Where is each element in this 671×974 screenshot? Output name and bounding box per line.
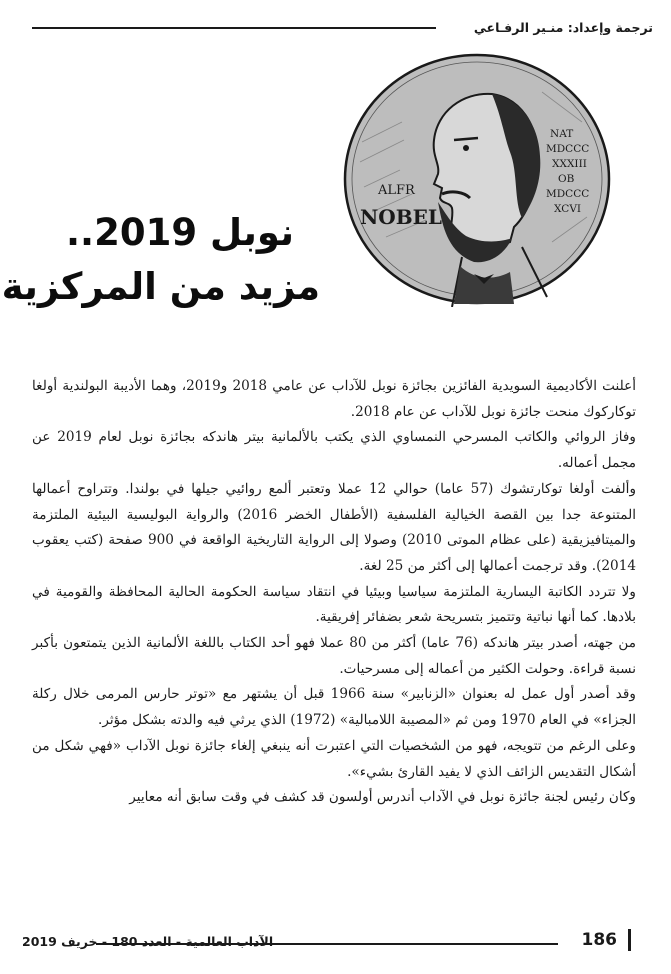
medal-roman-line: XXXIII <box>552 158 587 170</box>
medal-roman-line: OB <box>558 173 575 185</box>
article-paragraph: وألفت أولغا توكارتشوك (57 عاما) حوالي 12 عملا وتعتبر ألمع روائيي جيلها في بولندا. وتتراوح أعمالها المتنوعة جدا بين القصة الخيالية الفلسفية (الأطفال الخضر 2016) والرواية البوليسية البيئية الملتزمة والميتافيزيقية (على عظام الموتى 2010) وصولا إلى الرواية التاريخية الواقعة في 900 صفحة (كتب يعقوب 2014). وقد ترجمت أعمالها إلى أكثر من 25 لغة. <box>32 480 637 574</box>
medal-name-main: NOBEL <box>360 205 442 229</box>
page-number: 186 <box>581 930 617 950</box>
medal-name-top: ALFR <box>378 183 415 198</box>
article-title-line-2: مزيد من المركزية <box>1 265 320 308</box>
header-rule <box>32 27 436 29</box>
footer-separator-bar <box>628 929 631 951</box>
article-paragraph: أعلنت الأكاديمية السويدية الفائزين بجائزة نوبل للآداب عن عامي 2018 و2019، وهما الأديبة البولندية أولغا توكاركوك منحت جائزة نوبل للآداب عن عام 2018. <box>32 378 637 420</box>
nobel-medal-illustration <box>342 52 612 307</box>
medal-roman-line: XCVI <box>554 203 582 215</box>
article-paragraph: وفاز الروائي والكاتب المسرحي النمساوي الذي يكتب بالألمانية بيتر هاندكه بجائزة نوبل لعام 2019 عن مجمل أعماله. <box>32 429 636 472</box>
article-paragraph: من جهته، أصدر بيتر هاندكه (76 عاما) أكثر من 80 عملا فهو أحد الكتاب باللغة الألمانية الذين يتمتعون بأكبر نسبة قراءة. وحولت الكثير من أعماله إلى مسرحيات. <box>32 635 636 677</box>
medal-roman-line: MDCCC <box>546 188 590 200</box>
medal-roman-line: MDCCC <box>546 143 590 155</box>
article-title-line-1: نوبل 2019.. <box>66 211 294 254</box>
author-credit: ترجمة وإعداد: منـير الرفـاعي <box>473 20 653 35</box>
article-paragraph: ولا تتردد الكاتبة اليسارية الملتزمة سياسيا وبيئيا في انتقاد سياسة الحكومة الحالية المحافظة والقومية في بلادها. كما أنها نباتية وتتميز بتسريحة شعر بضفائر إفريقية. <box>32 583 636 626</box>
article-body <box>32 374 636 811</box>
medal-roman-line: NAT <box>550 128 574 140</box>
article-paragraph: وعلى الرغم من تتويجه، فهو من الشخصيات التي اعتبرت أنه ينبغي إلغاء جائزة نوبل الآداب «فهي شكل من أشكال التقديس الزائف الذي لا يفيد القارئ بشيء». <box>32 737 636 780</box>
footer-journal-info: الآداب العالمية - العدد 180 - خريف 2019 <box>22 934 274 949</box>
article-paragraph: وقد أصدر أول عمل له بعنوان «الزنابير» سنة 1966 قبل أن يشتهر مع «توتر حارس المرمى خلال ركلة الجزاء» في العام 1970 ومن ثم «المصيبة اللامبالية» (1972) الذي يرثي فيه والدته بشكل مؤثر. <box>32 686 636 729</box>
article-paragraph: وكان رئيس لجنة جائزة نوبل في الآداب أندرس أولسون قد كشف في وقت سابق أنه معايير <box>129 789 636 806</box>
